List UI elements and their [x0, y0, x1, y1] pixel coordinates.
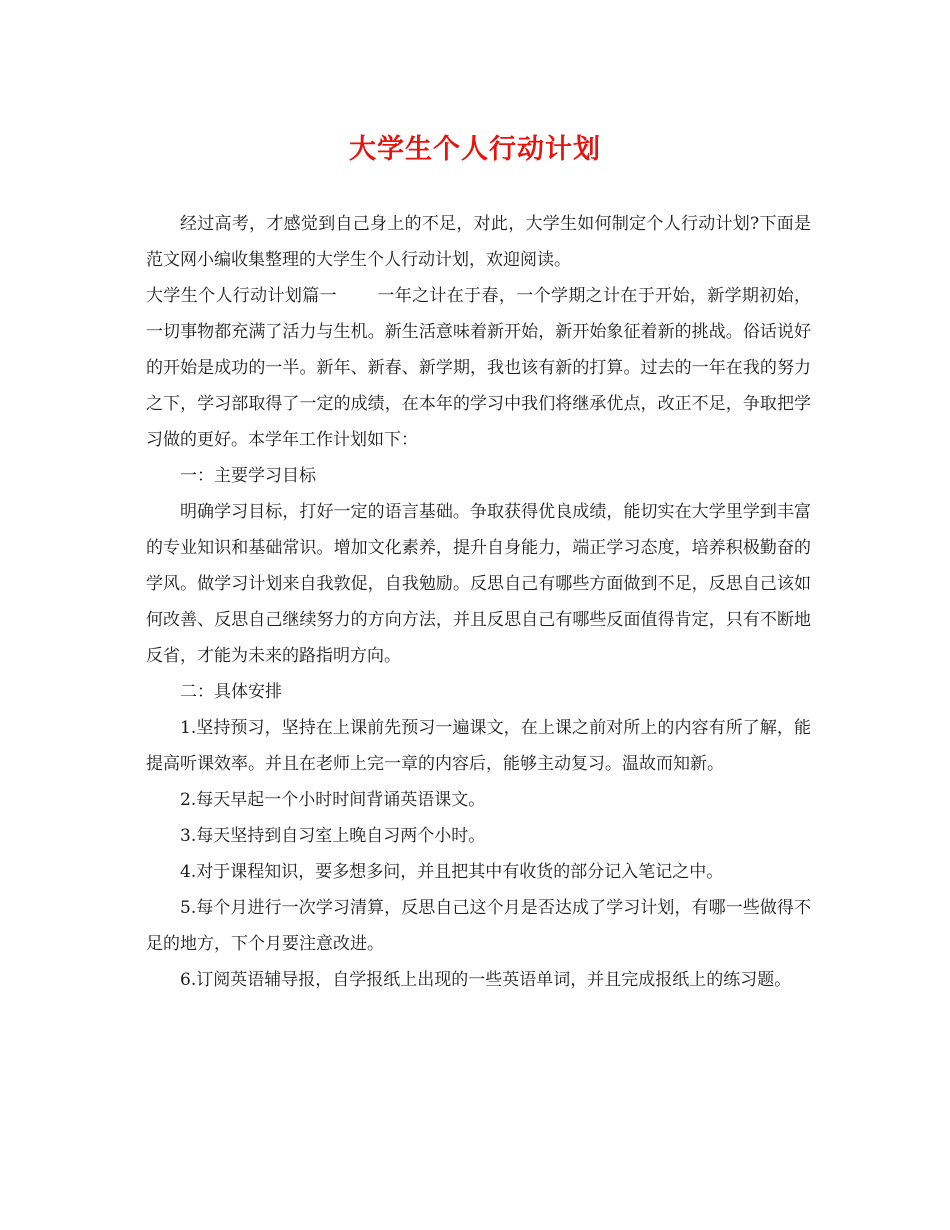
section-heading-arrangements: 二：具体安排: [180, 682, 282, 702]
section-paragraph: [146, 278, 811, 458]
section-body: 一年之计在于春，一个学期之计在于开始，新学期初始，一切事物都充满了活力与生机。新生活意味着新开始，新开始象征着新的挑战。俗话说好的开始是成功的一半。新年、新春、新学期，我也该有新的打算。过去的一年在我的努力之下，学习部取得了一定的成绩，在本年的学习中我们将继承优点，改正不足，争取把学习做的更好。本学年工作计划如下：: [146, 286, 812, 450]
intro-paragraph: 经过高考，才感觉到自己身上的不足，对此，大学生如何制定个人行动计划?下面是范文网小编收集整理的大学生个人行动计划，欢迎阅读。: [146, 214, 811, 270]
list-item: 6.订阅英语辅导报，自学报纸上出现的一些英语单词，并且完成报纸上的练习题。: [180, 970, 792, 990]
list-item: 1.坚持预习，坚持在上课前先预习一遍课文，在上课之前对所上的内容有所了解，能提高听课效率。并且在老师上完一章的内容后，能够主动复习。温故而知新。: [146, 718, 811, 774]
list-item: 3.每天坚持到自习室上晚自习两个小时。: [180, 826, 486, 846]
goals-paragraph: 明确学习目标，打好一定的语言基础。争取获得优良成绩，能切实在大学里学到丰富的专业知识和基础常识。增加文化素养，提升自身能力，端正学习态度，培养积极勤奋的学风。做学习计划来自我敦促，自我勉励。反思自己有哪些方面做到不足，反思自己该如何改善、反思自己继续努力的方向方法，并且反思自己有哪些反面值得肯定，只有不断地反省，才能为未来的路指明方向。: [146, 502, 811, 666]
section-label: 大学生个人行动计划篇一: [146, 286, 337, 306]
document-title: 大学生个人行动计划: [349, 134, 601, 165]
list-item: 4.对于课程知识，要多想多问，并且把其中有收货的部分记入笔记之中。: [180, 862, 724, 882]
document-body: [146, 206, 811, 998]
list-item: 2.每天早起一个小时时间背诵英语课文。: [180, 790, 486, 810]
list-item: 5.每个月进行一次学习清算，反思自己这个月是否达成了学习计划，有哪一些做得不足的地方，下个月要注意改进。: [146, 898, 811, 954]
section-heading-goals: 一：主要学习目标: [180, 466, 316, 486]
